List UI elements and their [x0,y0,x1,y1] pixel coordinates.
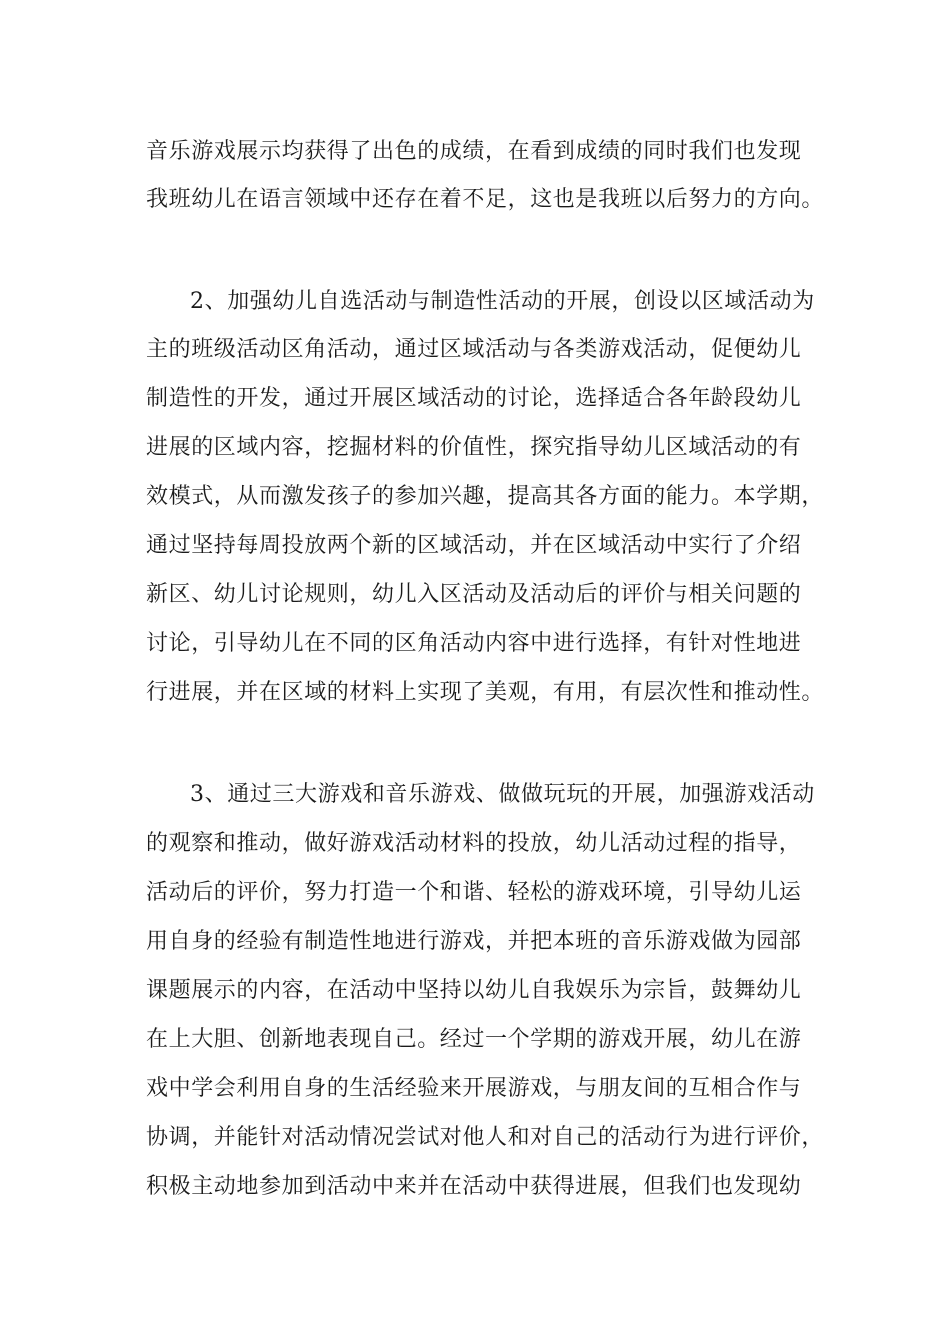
paragraph-3-line-8: 协调，并能针对活动情况尝试对他人和对自己的活动行为进行评价， [146,1125,825,1150]
paragraph-3-line-1: 3、通过三大游戏和音乐游戏、做做玩玩的开展，加强游戏活动 [190,782,815,807]
paragraph-2-line-2: 主的班级活动区角活动，通过区域活动与各类游戏活动，促便幼儿 [146,337,802,362]
paragraph-2-line-4: 进展的区域内容，挖掘材料的价值性，探究指导幼儿区域活动的有 [146,435,802,460]
paragraph-1-line-2: 我班幼儿在语言领域中还存在着不足，这也是我班以后努力的方向。 [146,187,825,212]
paragraph-1-line-1: 音乐游戏展示均获得了出色的成绩，在看到成绩的同时我们也发现 [146,139,802,164]
paragraph-2-line-9: 行进展，并在区域的材料上实现了美观，有用，有层次性和推动性。 [146,680,825,705]
paragraph-3-line-2: 的观察和推动，做好游戏活动材料的投放，幼儿活动过程的指导， [146,831,802,856]
paragraph-3-line-5: 课题展示的内容，在活动中坚持以幼儿自我娱乐为宗旨，鼓舞幼儿 [146,978,802,1003]
paragraph-2-line-3: 制造性的开发，通过开展区域活动的讨论，选择适合各年龄段幼儿 [146,386,802,411]
paragraph-3-line-6: 在上大胆、创新地表现自己。经过一个学期的游戏开展，幼儿在游 [146,1027,802,1052]
paragraph-3-line-7: 戏中学会利用自身的生活经验来开展游戏，与朋友间的互相合作与 [146,1076,802,1101]
paragraph-3-line-9: 积极主动地参加到活动中来并在活动中获得进展，但我们也发现幼 [146,1174,802,1199]
paragraph-2-line-7: 新区、幼儿讨论规则，幼儿入区活动及活动后的评价与相关问题的 [146,582,802,607]
paragraph-2-line-5: 效模式，从而激发孩子的参加兴趣，提高其各方面的能力。本学期， [146,484,825,509]
paragraph-3-line-4: 用自身的经验有制造性地进行游戏，并把本班的音乐游戏做为园部 [146,929,802,954]
paragraph-3-line-3: 活动后的评价，努力打造一个和谐、轻松的游戏环境，引导幼儿运 [146,880,802,905]
paragraph-2-line-6: 通过坚持每周投放两个新的区域活动，并在区域活动中实行了介绍 [146,533,802,558]
paragraph-2-line-8: 讨论，引导幼儿在不同的区角活动内容中进行选择，有针对性地进 [146,631,802,656]
paragraph-2-line-1: 2、加强幼儿自选活动与制造性活动的开展，创设以区域活动为 [190,289,815,314]
